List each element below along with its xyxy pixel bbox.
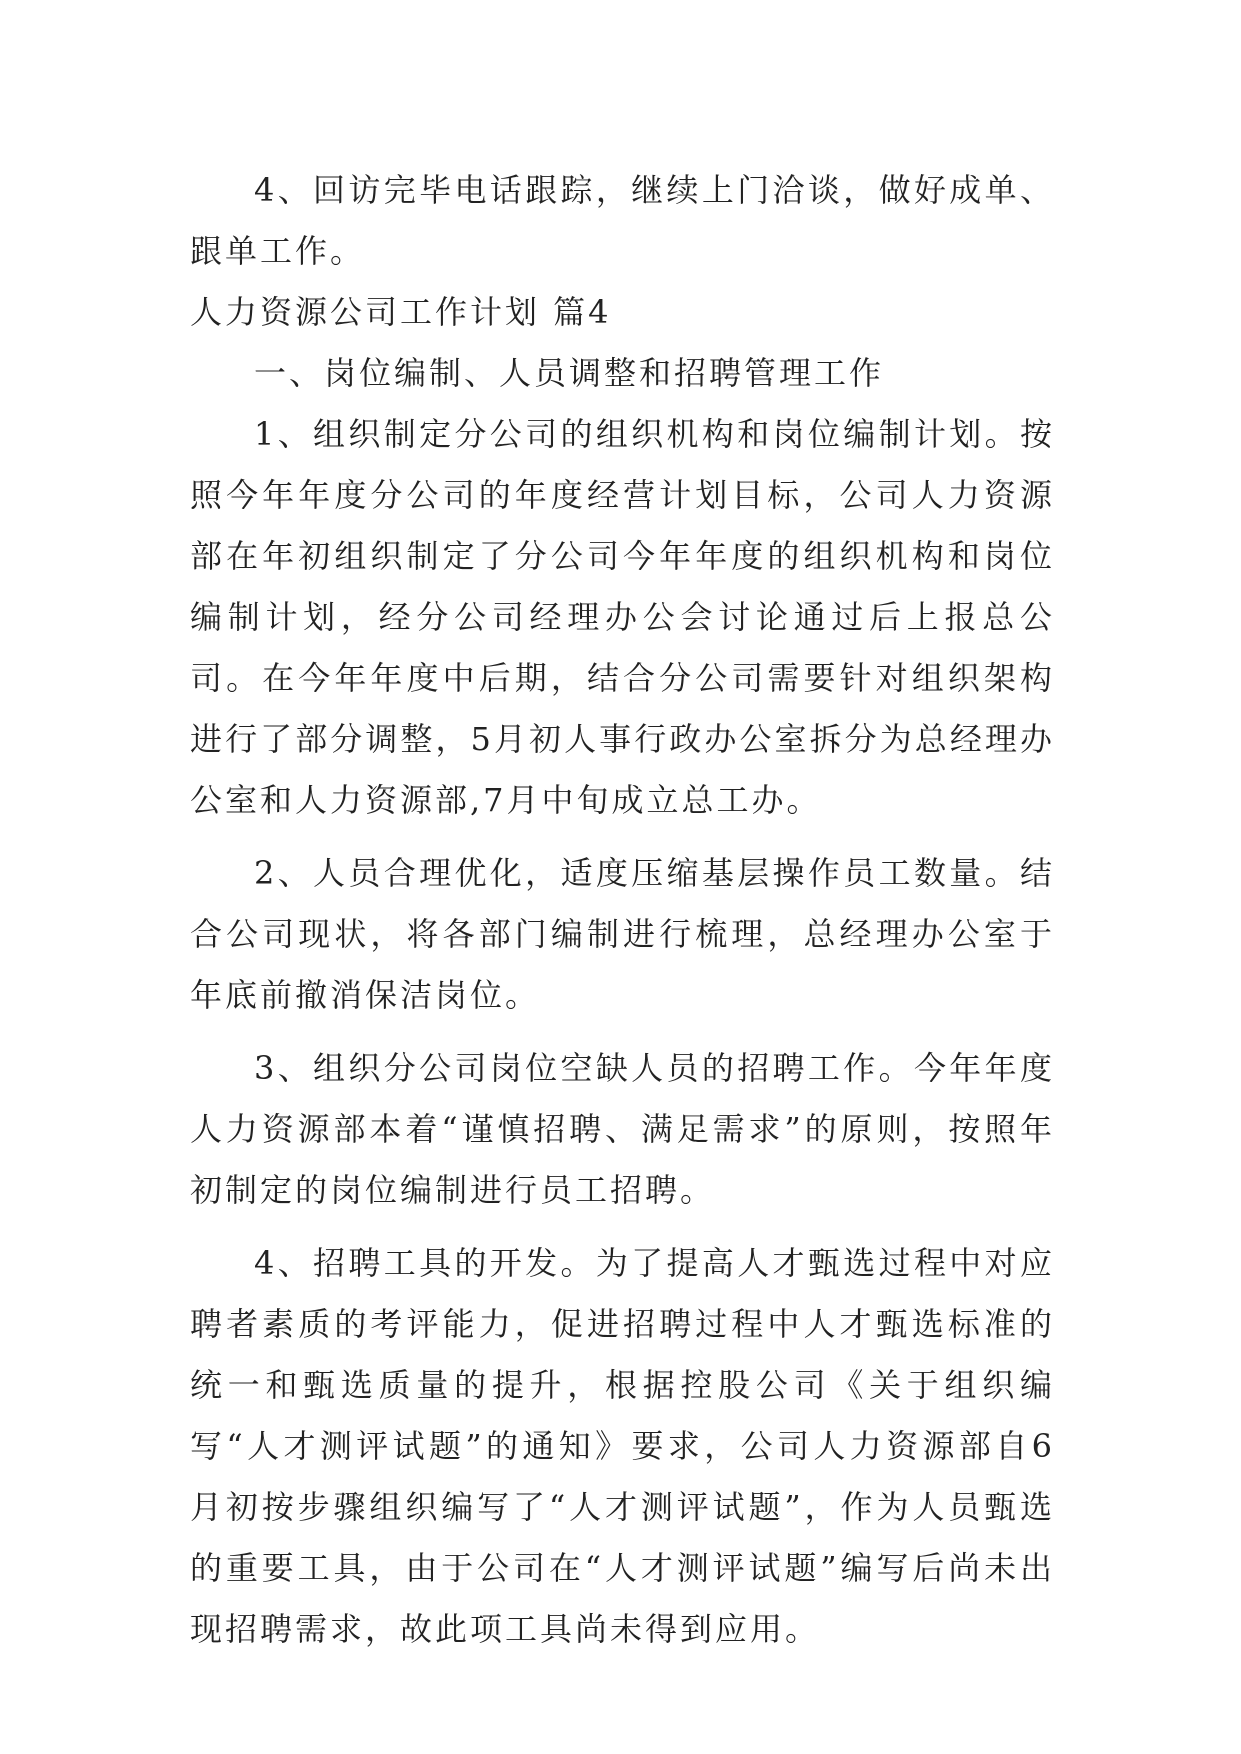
- paragraph-item-2: 2、人员合理优化，适度压缩基层操作员工数量。结合公司现状，将各部门编制进行梳理，总经理办公室于年底前撤消保洁岗位。: [190, 854, 1055, 1014]
- subheading-staffing: 一、岗位编制、人员调整和招聘管理工作: [254, 354, 885, 392]
- section-heading: 人力资源公司工作计划 篇4: [190, 293, 612, 331]
- paragraph-followup-step-4: 4、回访完毕电话跟踪，继续上门洽谈，做好成单、跟单工作。: [190, 171, 1055, 270]
- paragraph-item-4: 4、招聘工具的开发。为了提高人才甄选过程中对应聘者素质的考评能力，促进招聘过程中人才甄选标准的统一和甄选质量的提升，根据控股公司《关于组织编写“人才测评试题”的通知》要求，公司人力资源部自6月初按步骤组织编写了“人才测评试题”，作为人员甄选的重要工具，由于公司在“人才测评试题”编写后尚未出现招聘需求，故此项工具尚未得到应用。: [190, 1244, 1055, 1648]
- document-body: [190, 160, 1055, 1660]
- paragraph-item-1: 1、组织制定分公司的组织机构和岗位编制计划。按照今年年度分公司的年度经营计划目标，公司人力资源部在年初组织制定了分公司今年年度的组织机构和岗位编制计划，经分公司经理办公会讨论通过后上报总公司。在今年年度中后期，结合分公司需要针对组织架构进行了部分调整，5月初人事行政办公室拆分为总经理办公室和人力资源部,7月中旬成立总工办。: [190, 415, 1055, 819]
- paragraph-item-3: 3、组织分公司岗位空缺人员的招聘工作。今年年度人力资源部本着“谨慎招聘、满足需求”的原则，按照年初制定的岗位编制进行员工招聘。: [190, 1049, 1055, 1209]
